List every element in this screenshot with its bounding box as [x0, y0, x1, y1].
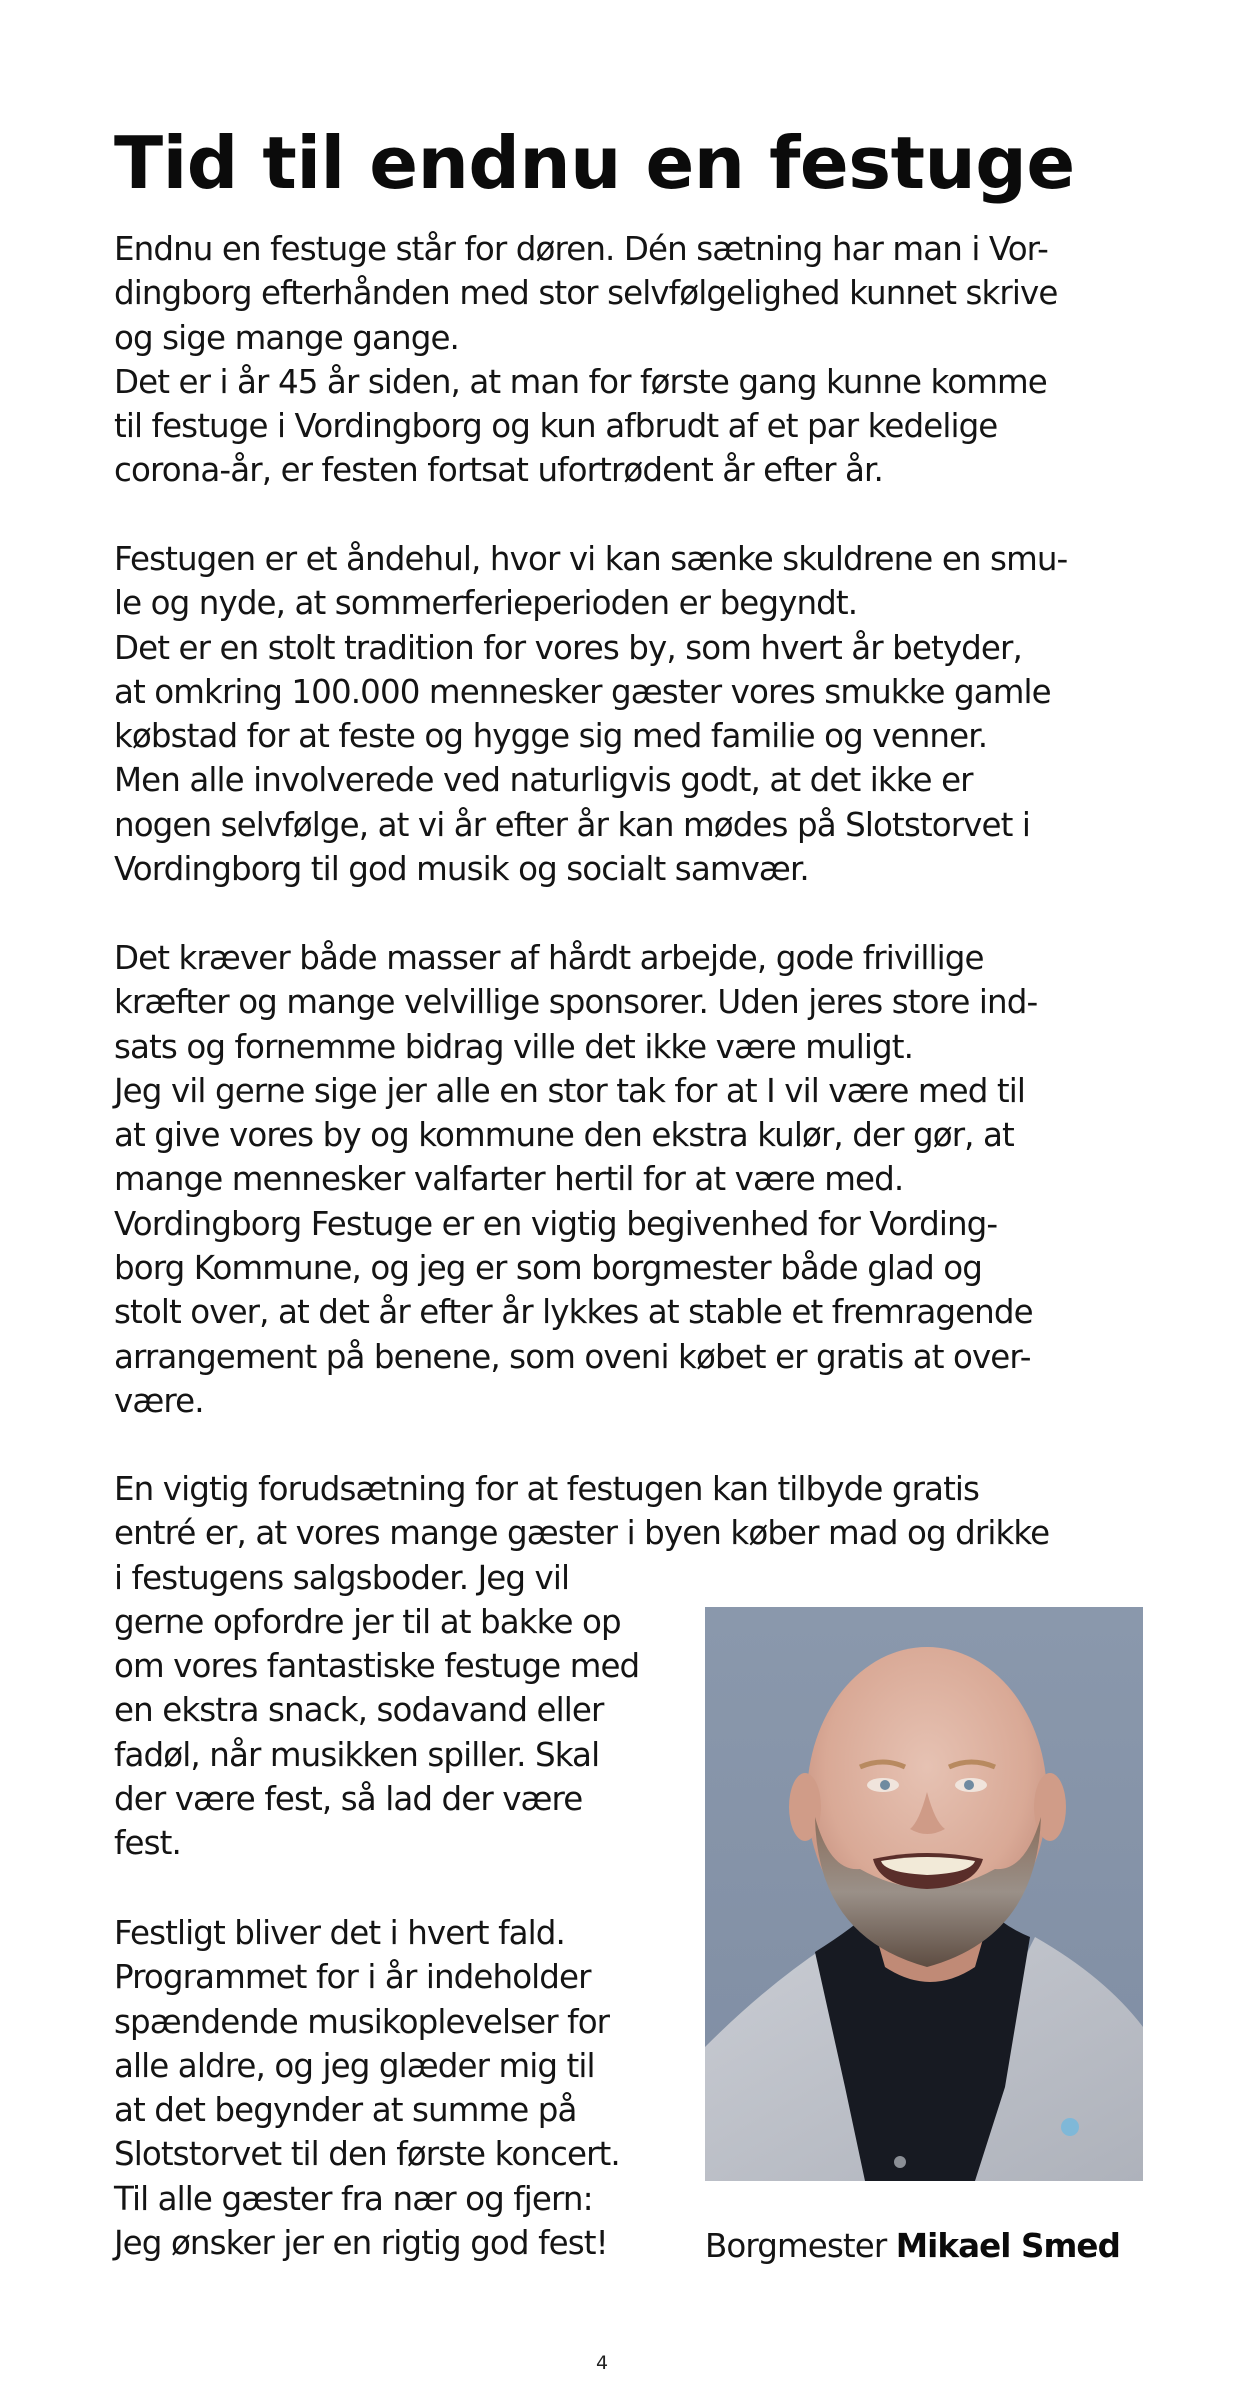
text-line: Vordingborg Festuge er en vigtig begivenhed for Vording- [114, 1204, 998, 1243]
text-line: alle aldre, og jeg glæder mig til [114, 2046, 595, 2085]
caption-role: Borgmester [705, 2227, 887, 2265]
paragraph-5 [114, 1911, 620, 2265]
text-line: kræfter og mange velvillige sponsorer. Uden jeres store ind- [114, 983, 1038, 1022]
text-line: Men alle involverede ved naturligvis godt, at det ikke er [114, 761, 973, 800]
text-line: Det kræver både masser af hårdt arbejde, gode frivillige [114, 939, 984, 977]
text-line: Det er en stolt tradition for vores by, som hvert år betyder, [114, 628, 1022, 667]
text-line: nogen selvfølge, at vi år efter år kan mødes på Slotstorvet i [114, 805, 1031, 844]
text-line: stolt over, at det år efter år lykkes at stable et fremragende [114, 1293, 1033, 1332]
text-line: gerne opfordre jer til at bakke op [114, 1602, 621, 1641]
text-line: Det er i år 45 år siden, at man for første gang kunne komme [114, 362, 1047, 401]
text-line: borg Kommune, og jeg er som borgmester både glad og [114, 1249, 982, 1288]
photo-caption [705, 2224, 1120, 2268]
text-line: sats og fornemme bidrag ville det ikke være muligt. [114, 1027, 914, 1066]
text-line: til festuge i Vordingborg og kun afbrudt af et par kedelige [114, 407, 998, 446]
text-line: og sige mange gange. [114, 318, 459, 357]
text-line: en ekstra snack, sodavand eller [114, 1691, 604, 1730]
article-title: Tid til endnu en festuge [114, 121, 1075, 205]
text-line: at omkring 100.000 mennesker gæster vores smukke gamle [114, 672, 1051, 711]
text-line: Festligt bliver det i hvert fald. [114, 1914, 565, 1952]
paragraph-3 [114, 936, 1037, 1423]
text-line: Slotstorvet til den første koncert. [114, 2135, 620, 2174]
text-line: Vordingborg til god musik og socialt samvær. [114, 850, 809, 889]
text-line: i festugens salgsboder. Jeg vil [114, 1558, 570, 1597]
text-line: Jeg vil gerne sige jer alle en stor tak for at I vil være med til [114, 1071, 1026, 1110]
text-line: Endnu en festuge står for døren. Dén sætning har man i Vor- [114, 230, 1048, 268]
mayor-portrait-photo [705, 1607, 1143, 2181]
text-line: Jeg ønsker jer en rigtig god fest! [114, 2224, 608, 2263]
paragraph-2 [114, 537, 1067, 891]
text-line: mange mennesker valfarter hertil for at være med. [114, 1160, 904, 1199]
text-line: at give vores by og kommune den ekstra kulør, der gør, at [114, 1116, 1014, 1155]
text-line: spændende musikoplevelser for [114, 2002, 610, 2041]
page-number: 4 [595, 2352, 609, 2374]
text-line: være. [114, 1381, 204, 1420]
paragraph-1 [114, 227, 1057, 493]
text-line: købstad for at feste og hygge sig med familie og venner. [114, 717, 988, 756]
caption-name: Mikael Smed [895, 2227, 1120, 2265]
text-line: En vigtig forudsætning for at festugen kan tilbyde gratis [114, 1470, 980, 1508]
text-line: der være fest, så lad der være [114, 1780, 583, 1819]
text-line: Programmet for i år indeholder [114, 1958, 591, 1997]
text-line: om vores fantastiske festuge med [114, 1647, 640, 1686]
text-line: le og nyde, at sommerferieperioden er begyndt. [114, 584, 858, 623]
text-line: corona-år, er festen fortsat ufortrødent år efter år. [114, 451, 883, 490]
text-line: arrangement på benene, som oveni købet er gratis at over- [114, 1337, 1031, 1376]
text-line: at det begynder at summe på [114, 2091, 577, 2130]
text-line: entré er, at vores mange gæster i byen køber mad og drikke [114, 1514, 1050, 1553]
text-line: Festugen er et åndehul, hvor vi kan sænke skuldrene en smu- [114, 540, 1068, 578]
text-line: fest. [114, 1824, 181, 1863]
text-line: fadøl, når musikken spiller. Skal [114, 1735, 600, 1774]
text-line: dingborg efterhånden med stor selvfølgelighed kunnet skrive [114, 274, 1058, 313]
text-line: Til alle gæster fra nær og fjern: [114, 2179, 593, 2218]
